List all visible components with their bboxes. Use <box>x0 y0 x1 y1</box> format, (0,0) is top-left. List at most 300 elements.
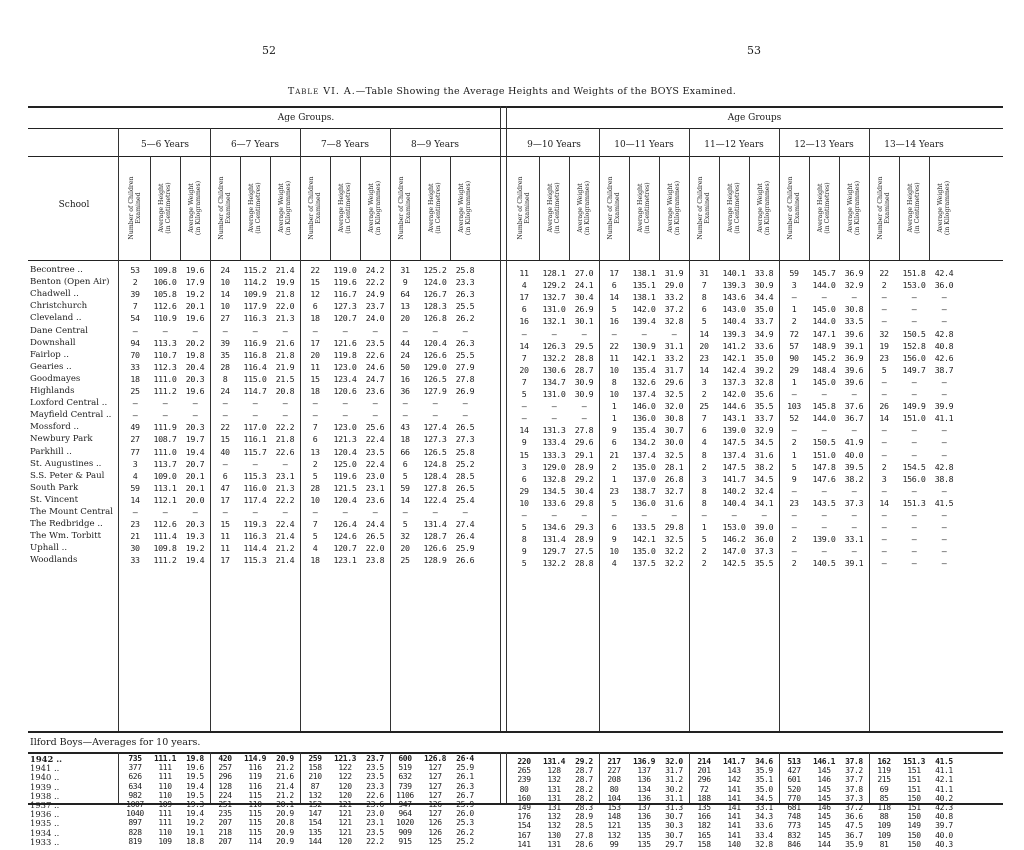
table-cell: 26.6 <box>455 555 475 566</box>
table-cell: 30.4 <box>574 485 594 496</box>
table-cell: 120.4 <box>333 494 357 505</box>
table-cell: 34.9 <box>754 328 774 339</box>
table-cell: 119.0 <box>333 265 357 275</box>
table-cell: 30.9 <box>574 389 594 399</box>
average-cell: 947 <box>398 800 412 809</box>
average-cell: 151 <box>907 766 921 776</box>
column-header <box>839 156 869 260</box>
table-cell: 3 <box>701 376 707 387</box>
school-name: Parkhill .. <box>30 446 72 457</box>
table-cell: 6 <box>312 434 318 445</box>
average-cell: 116 <box>248 781 262 791</box>
table-cell: 139.0 <box>722 425 746 436</box>
age-group-header: 8—9 Years <box>410 140 460 150</box>
average-cell: 257 <box>218 763 232 773</box>
average-cell: 80 <box>609 784 619 794</box>
table-cell: 33.8 <box>754 268 774 278</box>
average-cell: 773 <box>787 821 801 831</box>
table-cell: 112.6 <box>153 301 177 312</box>
age-group-header: 5—6 Years <box>140 140 190 150</box>
table-cell: 25 <box>400 555 410 566</box>
table-cell: 113.1 <box>153 482 177 493</box>
table-cell: 34.5 <box>754 437 774 448</box>
table-cell: 3 <box>132 458 138 469</box>
average-cell: 145 <box>817 830 831 840</box>
table-cell: 143.5 <box>812 497 836 508</box>
average-cell: 25.3 <box>456 818 474 828</box>
table-cell: 15 <box>310 373 320 384</box>
average-cell: 127 <box>428 763 442 773</box>
table-cell: 138.1 <box>632 268 656 278</box>
table-cell: — <box>791 546 797 557</box>
table-cell: — <box>911 485 917 496</box>
average-cell: 87 <box>310 781 320 791</box>
table-cell: 115.0 <box>243 373 267 384</box>
average-year: 1940 .. <box>30 772 60 783</box>
column-header-text: Average Height (in Centimetres) <box>337 182 352 234</box>
table-cell: 43 <box>400 422 410 433</box>
age-group-header: 12—13 Years <box>794 140 854 150</box>
table-cell: 15 <box>310 277 320 288</box>
table-cell: — <box>791 425 797 436</box>
table-cell: 119.6 <box>333 277 357 288</box>
table-cell: 5 <box>611 304 617 315</box>
school-name: The Wm. Torbitt <box>30 531 102 542</box>
table-cell: 21 <box>130 531 140 542</box>
table-cell: 121.3 <box>333 434 357 445</box>
table-cell: 128.4 <box>423 470 447 481</box>
table-cell: 2 <box>881 280 887 291</box>
average-cell: 20.9 <box>276 754 294 763</box>
table-cell: 126.6 <box>423 543 447 554</box>
average-cell: 136 <box>637 793 651 803</box>
table-cell: 21.8 <box>275 434 295 445</box>
table-cell: — <box>581 328 587 339</box>
table-cell: 9 <box>791 473 797 484</box>
table-cell: 20.8 <box>275 386 295 396</box>
table-cell: 19 <box>879 340 889 351</box>
table-cell: — <box>402 410 408 421</box>
column-header-text: Average Height (in Centimetres) <box>427 182 442 234</box>
table-cell: 132.6 <box>632 376 656 387</box>
average-cell: 135 <box>637 830 651 840</box>
table-cell: 128.7 <box>423 531 447 542</box>
table-cell: 16 <box>519 316 529 327</box>
table-cell: 131.3 <box>542 425 566 436</box>
table-cell: 23 <box>789 497 799 508</box>
table-cell: 14 <box>879 413 889 424</box>
average-cell: 217 <box>607 757 621 766</box>
table-cell: 109.8 <box>153 265 177 275</box>
table-cell: 20.3 <box>185 519 205 530</box>
average-cell: 39.7 <box>935 821 953 831</box>
average-cell: 20.8 <box>276 818 294 828</box>
column-header <box>569 156 599 260</box>
table-cell: 33 <box>130 361 140 372</box>
table-cell: 29.0 <box>664 280 684 291</box>
column-header <box>300 156 330 260</box>
average-cell: 37.8 <box>845 757 863 766</box>
average-cell: 224 <box>218 790 232 800</box>
table-cell: 1 <box>791 304 797 315</box>
school-name: The Mount Central <box>30 507 113 517</box>
table-cell: 131.0 <box>542 304 566 315</box>
table-cell: 5 <box>521 558 527 569</box>
table-cell: 20.1 <box>185 301 205 312</box>
table-cell: 8 <box>222 373 228 384</box>
average-cell: 846 <box>787 839 801 849</box>
table-cell: — <box>911 437 917 448</box>
table-cell: 23 <box>879 352 889 363</box>
table-cell: 22.2 <box>275 494 295 505</box>
horizontal-rule <box>28 106 1003 108</box>
table-cell: — <box>851 485 857 496</box>
table-cell: 116.3 <box>243 313 267 324</box>
average-cell: 37.3 <box>845 793 863 803</box>
table-cell: 133.4 <box>542 437 566 448</box>
vertical-rule <box>118 752 119 803</box>
table-cell: 151.0 <box>902 413 926 424</box>
average-cell: 69 <box>879 784 889 794</box>
table-cell: — <box>372 410 378 421</box>
table-cell: — <box>881 449 887 460</box>
table-cell: 17 <box>609 268 619 278</box>
table-cell: 20.1 <box>185 470 205 481</box>
table-cell: 139.4 <box>632 316 656 327</box>
table-title <box>0 86 1024 97</box>
average-cell: 748 <box>787 812 801 822</box>
table-cell: 120.4 <box>423 337 447 348</box>
table-cell: — <box>222 507 228 517</box>
table-cell: 6 <box>611 437 617 448</box>
school-name: Fairlop .. <box>30 349 69 360</box>
table-cell: — <box>192 507 198 517</box>
table-cell: — <box>551 401 557 412</box>
table-cell: 138.1 <box>632 292 656 303</box>
age-group-header: 13—14 Years <box>884 140 944 150</box>
table-cell: 14 <box>400 494 410 505</box>
table-cell: 17 <box>220 555 230 566</box>
table-cell: 21.8 <box>275 289 295 300</box>
table-cell: — <box>881 534 887 545</box>
average-cell: 111 <box>158 763 172 773</box>
table-cell: 2 <box>701 461 707 472</box>
average-cell: 19.8 <box>186 754 204 763</box>
table-cell: 25.2 <box>455 458 475 469</box>
table-cell: 17 <box>519 292 529 303</box>
average-cell: 23.7 <box>366 754 384 763</box>
column-header <box>180 156 210 260</box>
average-cell: 146.1 <box>812 757 836 766</box>
table-cell: — <box>432 325 438 336</box>
table-cell: 23.7 <box>365 301 385 312</box>
table-cell: 8 <box>611 376 617 387</box>
table-cell: 39.6 <box>844 376 864 387</box>
table-cell: 23.3 <box>455 277 475 288</box>
average-cell: 126 <box>428 827 442 837</box>
average-cell: 30.3 <box>665 821 683 831</box>
table-cell: — <box>641 510 647 520</box>
table-cell: 25.5 <box>455 301 475 312</box>
table-cell: 131.4 <box>542 534 566 545</box>
table-cell: 19.2 <box>185 543 205 554</box>
column-header-text: Average Height (in Centimetres) <box>247 182 262 234</box>
table-cell: — <box>821 292 827 303</box>
table-cell: 119.3 <box>243 519 267 530</box>
table-cell: 137.5 <box>632 558 656 569</box>
table-cell: 24.2 <box>365 265 385 275</box>
table-cell: — <box>881 485 887 496</box>
table-cell: 124.8 <box>423 458 447 469</box>
table-cell: 26 <box>879 401 889 412</box>
average-cell: 681 <box>787 803 801 812</box>
average-cell: 132 <box>547 812 561 822</box>
table-cell: — <box>551 413 557 424</box>
average-cell: 120 <box>338 781 352 791</box>
average-cell: 72 <box>699 784 709 794</box>
average-cell: 227 <box>607 766 621 776</box>
average-cell: 31.1 <box>665 793 683 803</box>
table-cell: 130.6 <box>542 364 566 375</box>
average-cell: 132 <box>547 821 561 831</box>
table-cell: — <box>881 389 887 399</box>
table-cell: 144.6 <box>722 401 746 412</box>
average-cell: 32.0 <box>665 757 683 766</box>
table-cell: 115.2 <box>243 265 267 275</box>
school-name: Goodmayes <box>30 373 81 384</box>
table-cell: 137.4 <box>632 449 656 460</box>
table-cell: 18 <box>130 373 140 384</box>
table-cell: 3 <box>521 461 527 472</box>
age-group-header: 10—11 Years <box>614 140 674 150</box>
table-cell: 113.7 <box>153 458 177 469</box>
table-cell: 23.6 <box>365 494 385 505</box>
average-cell: 520 <box>787 784 801 794</box>
average-cell: 132 <box>607 830 621 840</box>
table-cell: 32 <box>400 531 410 542</box>
table-cell: — <box>941 425 947 436</box>
column-header-text: Average Height (in Centimetres) <box>157 182 172 234</box>
average-cell: 29.7 <box>665 839 683 849</box>
average-cell: 127 <box>428 790 442 800</box>
table-cell: 29.1 <box>574 449 594 460</box>
table-cell: 23.1 <box>275 470 295 481</box>
table-cell: — <box>162 410 168 421</box>
average-cell: 35.0 <box>755 784 773 794</box>
average-cell: 188 <box>697 793 711 803</box>
table-cell: 113.3 <box>153 337 177 348</box>
table-cell: — <box>282 410 288 421</box>
table-cell: 35.0 <box>754 352 774 363</box>
horizontal-rule <box>28 260 1003 261</box>
table-cell: 126.4 <box>333 519 357 530</box>
average-cell: 210 <box>308 772 322 782</box>
table-cell: 111.2 <box>153 555 177 566</box>
table-cell: 77 <box>130 446 140 457</box>
table-cell: — <box>521 328 527 339</box>
table-cell: 30.1 <box>574 316 594 327</box>
table-cell: 32.5 <box>664 389 684 399</box>
table-cell: 8 <box>701 485 707 496</box>
table-cell: 59 <box>789 268 799 278</box>
table-cell: 36.7 <box>844 413 864 424</box>
table-cell: 19.4 <box>185 555 205 566</box>
average-cell: 126 <box>428 818 442 828</box>
column-header <box>809 156 839 260</box>
table-cell: — <box>941 316 947 327</box>
average-cell: 146 <box>817 803 831 812</box>
table-cell: 146.2 <box>722 534 746 545</box>
table-cell: 22 <box>609 340 619 351</box>
table-cell: 17.9 <box>185 277 205 288</box>
table-cell: 148.4 <box>812 364 836 375</box>
table-cell: — <box>791 510 797 520</box>
average-cell: 26.7 <box>456 790 474 800</box>
table-cell: 28.1 <box>664 461 684 472</box>
table-cell: 147.5 <box>722 437 746 448</box>
table-cell: — <box>312 507 318 517</box>
table-cell: 31 <box>699 268 709 278</box>
column-header-text: Average Weight (in Kilogrammes) <box>936 180 951 236</box>
average-cell: 118 <box>877 803 891 812</box>
average-cell: 201 <box>697 766 711 776</box>
average-cell: 30.7 <box>665 830 683 840</box>
average-cell: 25.9 <box>456 763 474 773</box>
average-cell: 34.5 <box>755 793 773 803</box>
table-cell: 2 <box>881 461 887 472</box>
table-cell: 147.8 <box>812 461 836 472</box>
table-cell: — <box>911 522 917 533</box>
table-cell: 1 <box>701 522 707 533</box>
average-cell: 114.9 <box>243 754 267 763</box>
table-cell: 145.0 <box>812 304 836 315</box>
table-cell: 3 <box>701 473 707 484</box>
age-group-header: 11—12 Years <box>704 140 764 150</box>
table-cell: 147.6 <box>812 473 836 484</box>
table-cell: — <box>342 410 348 421</box>
table-cell: 39.1 <box>844 558 864 569</box>
table-cell: 103 <box>787 401 801 412</box>
table-cell: 37.3 <box>754 546 774 557</box>
average-cell: 135 <box>308 827 322 837</box>
table-cell: — <box>941 437 947 448</box>
table-cell: — <box>222 325 228 336</box>
average-cell: 28.6 <box>575 839 593 849</box>
table-cell: 35.0 <box>754 304 774 315</box>
table-cell: 49 <box>130 422 140 433</box>
column-header-text: Number of Children Examined <box>876 176 891 240</box>
table-cell: 28.8 <box>574 558 594 569</box>
table-cell: 112.6 <box>153 519 177 530</box>
table-cell: — <box>252 507 258 517</box>
table-cell: 144.0 <box>812 280 836 291</box>
table-cell: — <box>911 316 917 327</box>
average-cell: 147 <box>308 809 322 819</box>
table-cell: 27.9 <box>455 361 475 372</box>
average-cell: 126.8 <box>423 754 447 763</box>
average-cell: 427 <box>787 766 801 776</box>
average-cell: 121 <box>338 827 352 837</box>
table-cell: 59 <box>130 482 140 493</box>
column-header-text: Average Height (in Centimetres) <box>816 182 831 234</box>
average-cell: 121.3 <box>333 754 357 763</box>
table-cell: 22 <box>220 422 230 433</box>
table-cell: 5 <box>521 522 527 533</box>
table-cell: — <box>462 507 468 517</box>
table-cell: 32.9 <box>754 425 774 436</box>
table-cell: — <box>881 425 887 436</box>
table-cell: 18 <box>310 386 320 396</box>
table-cell: 20 <box>519 364 529 375</box>
table-cell: 17 <box>310 337 320 348</box>
table-cell: 111.0 <box>153 446 177 457</box>
table-cell: 21.4 <box>275 555 295 566</box>
averages-title: Ilford Boys—Averages for 10 years. <box>30 737 201 748</box>
table-cell: 28.9 <box>574 534 594 545</box>
age-group-header: 7—8 Years <box>320 140 370 150</box>
average-cell: 120 <box>338 836 352 846</box>
table-cell: 23.8 <box>365 555 385 566</box>
average-cell: 141 <box>727 830 741 840</box>
table-cell: 4 <box>312 543 318 554</box>
column-header <box>360 156 390 260</box>
table-cell: 37.2 <box>664 304 684 315</box>
table-cell: 6 <box>312 301 318 312</box>
table-cell: 33.2 <box>664 292 684 303</box>
column-header <box>210 156 240 260</box>
table-cell: 11 <box>220 531 230 542</box>
table-cell: 30.9 <box>754 280 774 291</box>
table-cell: 26.5 <box>455 482 475 493</box>
table-cell: 23 <box>699 352 709 363</box>
average-cell: 109 <box>877 830 891 840</box>
average-cell: 130 <box>547 830 561 840</box>
table-cell: 132.8 <box>542 473 566 484</box>
table-cell: 156.0 <box>902 473 926 484</box>
table-cell: 145.8 <box>812 401 836 412</box>
table-cell: 20.3 <box>185 422 205 433</box>
age-group-header: 9—10 Years <box>527 140 581 150</box>
average-cell: 132 <box>547 775 561 785</box>
table-cell: 29.3 <box>574 522 594 533</box>
table-cell: 26.5 <box>365 531 385 542</box>
table-cell: 111.2 <box>153 386 177 396</box>
table-cell: 11 <box>220 543 230 554</box>
column-header <box>689 156 719 260</box>
average-cell: 29.2 <box>575 757 593 766</box>
table-cell: 117.9 <box>243 301 267 312</box>
table-cell: — <box>192 410 198 421</box>
table-cell: 29.5 <box>574 340 594 351</box>
table-cell: 6 <box>611 522 617 533</box>
column-header <box>869 156 899 260</box>
table-cell: 119.6 <box>333 470 357 481</box>
average-cell: 21.2 <box>276 763 294 773</box>
table-cell: 111.9 <box>153 422 177 433</box>
table-cell: 6 <box>222 470 228 481</box>
table-cell: — <box>701 510 707 520</box>
table-cell: 2 <box>312 458 318 469</box>
table-cell: 140.2 <box>722 485 746 496</box>
average-cell: 19.5 <box>186 790 204 800</box>
table-cell: 33.7 <box>754 316 774 327</box>
average-cell: 143 <box>727 766 741 776</box>
table-cell: — <box>222 410 228 421</box>
average-cell: 40.3 <box>935 839 953 849</box>
average-cell: 162 <box>877 757 891 766</box>
table-cell: — <box>851 546 857 557</box>
school-name: Benton (Open Air) <box>30 277 110 288</box>
